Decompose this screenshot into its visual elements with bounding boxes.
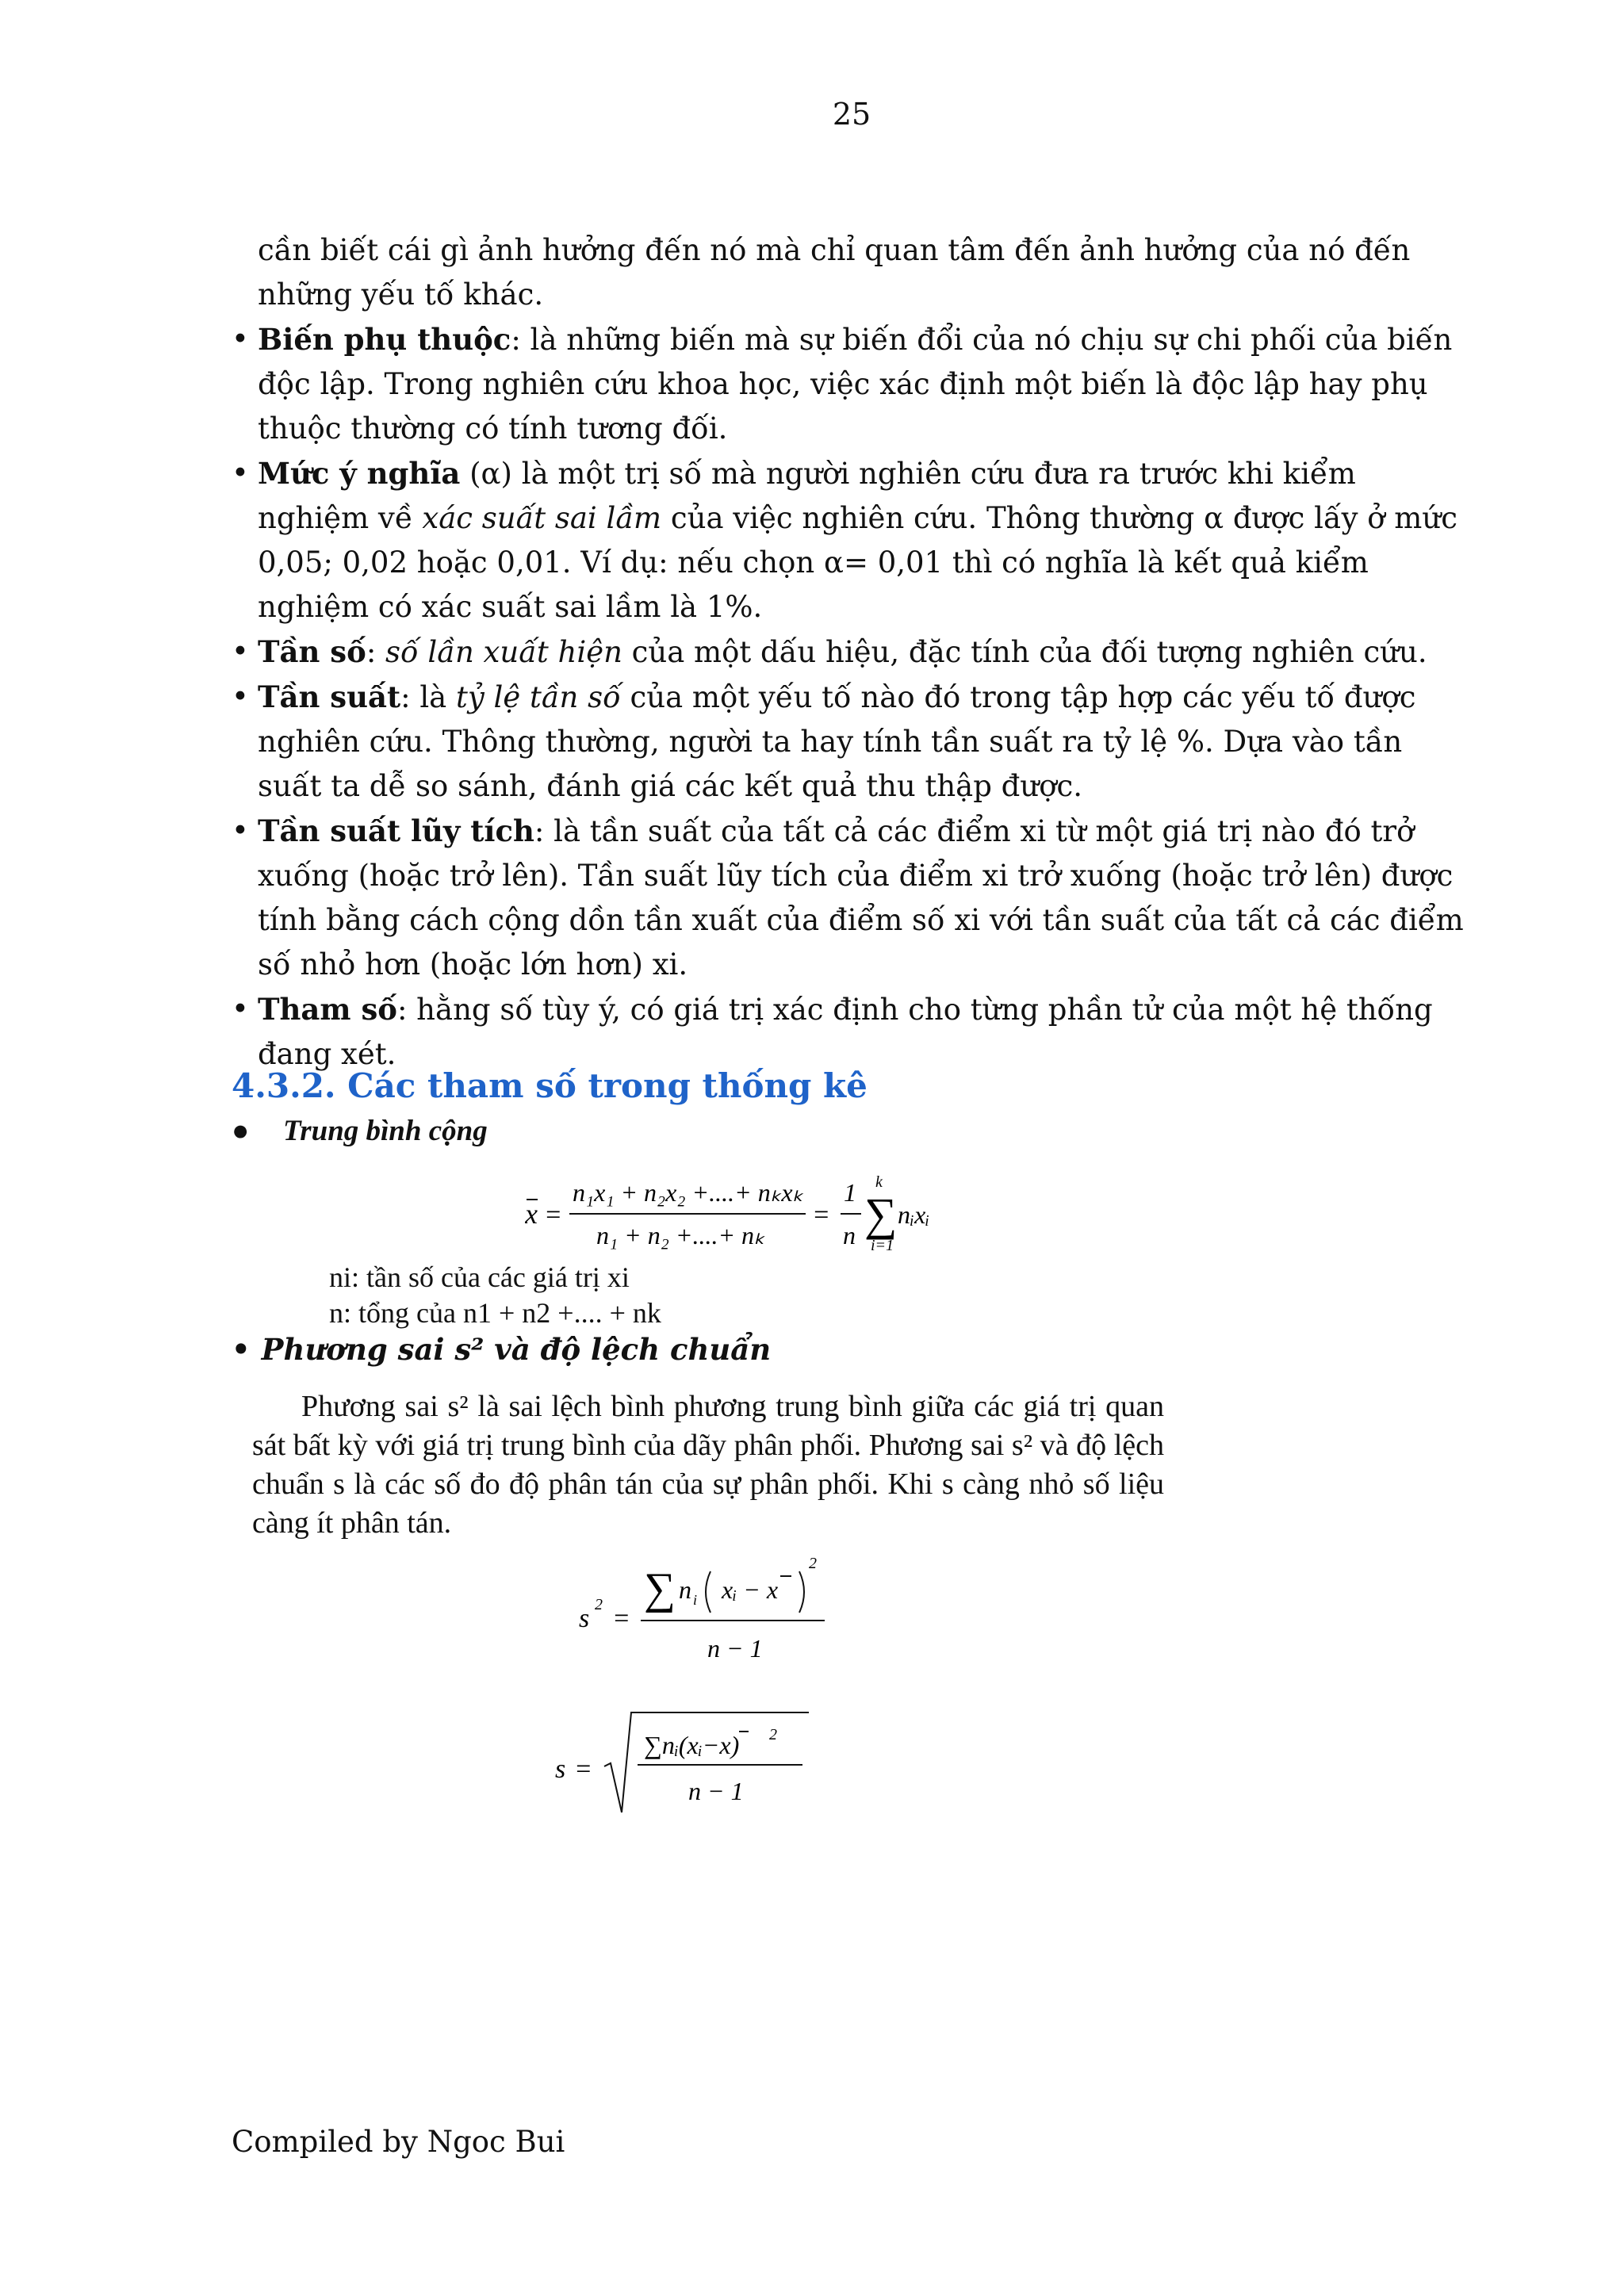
definitions-block: [232, 228, 1469, 1077]
mean-note-ni: ni: tần số của các giá trị xi: [329, 1261, 630, 1293]
bullet: ●: [232, 1115, 250, 1147]
term-label: Tần suất lũy tích: [258, 813, 534, 848]
list-item: [232, 317, 1469, 451]
svg-text:=: =: [544, 1200, 562, 1230]
term-text: của một yếu tố nào đó trong tập hợp các yếu tố được nghiên cứu. Thông thường, người ta hay tính tần suất ra tỷ lệ %. Dựa vào tần suất ta dễ so sánh, đánh giá các kết quả thu thập được.: [258, 680, 1416, 803]
svg-text:x: x: [525, 1198, 538, 1230]
term-label: Tham số: [258, 992, 397, 1027]
variance-title: [232, 1332, 771, 1367]
variance-formula: [571, 1554, 856, 1673]
svg-text:=: =: [574, 1755, 592, 1784]
std-dev-formula: [555, 1705, 825, 1823]
svg-text:n − 1: n − 1: [688, 1777, 744, 1805]
term-label: Biến phụ thuộc: [258, 322, 511, 357]
svg-text:∑nᵢ(xᵢ−x): ∑nᵢ(xᵢ−x): [644, 1731, 740, 1759]
term-italic: tỷ lệ tần số: [455, 680, 621, 714]
svg-text:n: n: [679, 1575, 691, 1604]
mean-block: [232, 1114, 1025, 1328]
list-item: [232, 675, 1469, 809]
term-text: (α) là một trị số mà người nghiên cứu đưa ra trước khi kiểm nghiệm về: [258, 457, 1356, 535]
svg-text:∑: ∑: [644, 1564, 676, 1613]
term-italic: số lần xuất hiện: [385, 635, 622, 669]
svg-text:s: s: [555, 1755, 566, 1784]
term-italic: xác suất sai lầm: [422, 501, 662, 535]
section-title: 4.3.2. Các tham số trong thống kê: [232, 1066, 868, 1105]
svg-text:n₁ + n₂ +....+ nₖ: n₁ + n₂ +....+ nₖ: [596, 1221, 765, 1249]
svg-text:nᵢxᵢ: nᵢxᵢ: [898, 1200, 930, 1229]
term-list: [232, 317, 1469, 1077]
term-text: của việc nghiên cứu. Thông thường α được lấy ở mức 0,05; 0,02 hoặc 0,01. Ví dụ: nếu chọn α= 0,01 thì có nghĩa là kết quả kiểm nghiệm có xác suất sai lầm là 1%.: [258, 501, 1457, 624]
intro-continuation: cần biết cái gì ảnh hưởng đến nó mà chỉ quan tâm đến ảnh hưởng của nó đến những yếu tố khác.: [258, 233, 1411, 312]
svg-text:n − 1: n − 1: [707, 1634, 763, 1663]
svg-text:2: 2: [769, 1726, 777, 1743]
term-text: : là: [400, 680, 456, 714]
term-label: Tần số: [258, 634, 366, 669]
term-label: Tần suất: [258, 679, 401, 714]
list-item: [232, 629, 1469, 675]
term-label: Mức ý nghĩa: [258, 456, 461, 491]
svg-text:∑: ∑: [864, 1188, 898, 1240]
mean-note-n: n: tổng của n1 + n2 +.... + nk: [329, 1297, 661, 1329]
svg-text:=: =: [612, 1604, 630, 1633]
svg-text:k: k: [875, 1173, 883, 1191]
svg-text:xᵢ − x: xᵢ − x: [722, 1575, 779, 1604]
bullet: •: [232, 1332, 251, 1367]
list-item: [232, 451, 1469, 629]
svg-text:i=1: i=1: [871, 1237, 894, 1254]
svg-text:2: 2: [809, 1555, 817, 1572]
svg-text:n₁x₁ + n₂x₂ +....+ nₖxₖ: n₁x₁ + n₂x₂ +....+ nₖxₖ: [573, 1178, 804, 1207]
list-item: [232, 987, 1469, 1077]
footer: Compiled by Ngoc Bui: [232, 2125, 565, 2159]
term-text: : là tần suất của tất cả các điểm xi từ một giá trị nào đó trở xuống (hoặc trở lên). Tần suất lũy tích của điểm xi trở xuống (hoặc trở lên) được tính bằng cách cộng dồn tần xuất của điểm số xi với tần suất của tất cả các điểm số nhỏ hơn (hoặc lớn hơn) xi.: [258, 814, 1464, 982]
page-number: 25: [832, 97, 871, 132]
svg-text:s: s: [579, 1604, 590, 1633]
mean-formula: [525, 1168, 937, 1255]
term-text: của một dấu hiệu, đặc tính của đối tượng nghiên cứu.: [622, 635, 1427, 669]
svg-text:n: n: [843, 1221, 856, 1249]
svg-text:=: =: [812, 1200, 830, 1230]
list-item: [232, 809, 1469, 987]
svg-text:1: 1: [844, 1178, 856, 1207]
mean-title-text: Trung bình cộng: [283, 1115, 488, 1147]
term-text: : là những biến mà sự biến đổi của nó chịu sự chi phối của biến độc lập. Trong nghiên cứu khoa học, việc xác định một biến là độc lập hay phụ thuộc thường có tính tương đối.: [258, 323, 1453, 446]
term-text: :: [366, 635, 386, 669]
svg-text:2: 2: [595, 1596, 603, 1613]
svg-text:i: i: [693, 1592, 698, 1608]
variance-paragraph: Phương sai s² là sai lệch bình phương trung bình giữa các giá trị quan sát bất kỳ với giá trị trung bình của dãy phân phối. Phương sai s² và độ lệch chuẩn s là các số đo độ phân tán của sự phân phối. Khi s càng nhỏ số liệu càng ít phân tán.: [252, 1390, 1164, 1540]
variance-title-text: Phương sai s² và độ lệch chuẩn: [261, 1332, 772, 1367]
term-text: : hằng số tùy ý, có giá trị xác định cho từng phần tử của một hệ thống đang xét.: [258, 993, 1433, 1071]
